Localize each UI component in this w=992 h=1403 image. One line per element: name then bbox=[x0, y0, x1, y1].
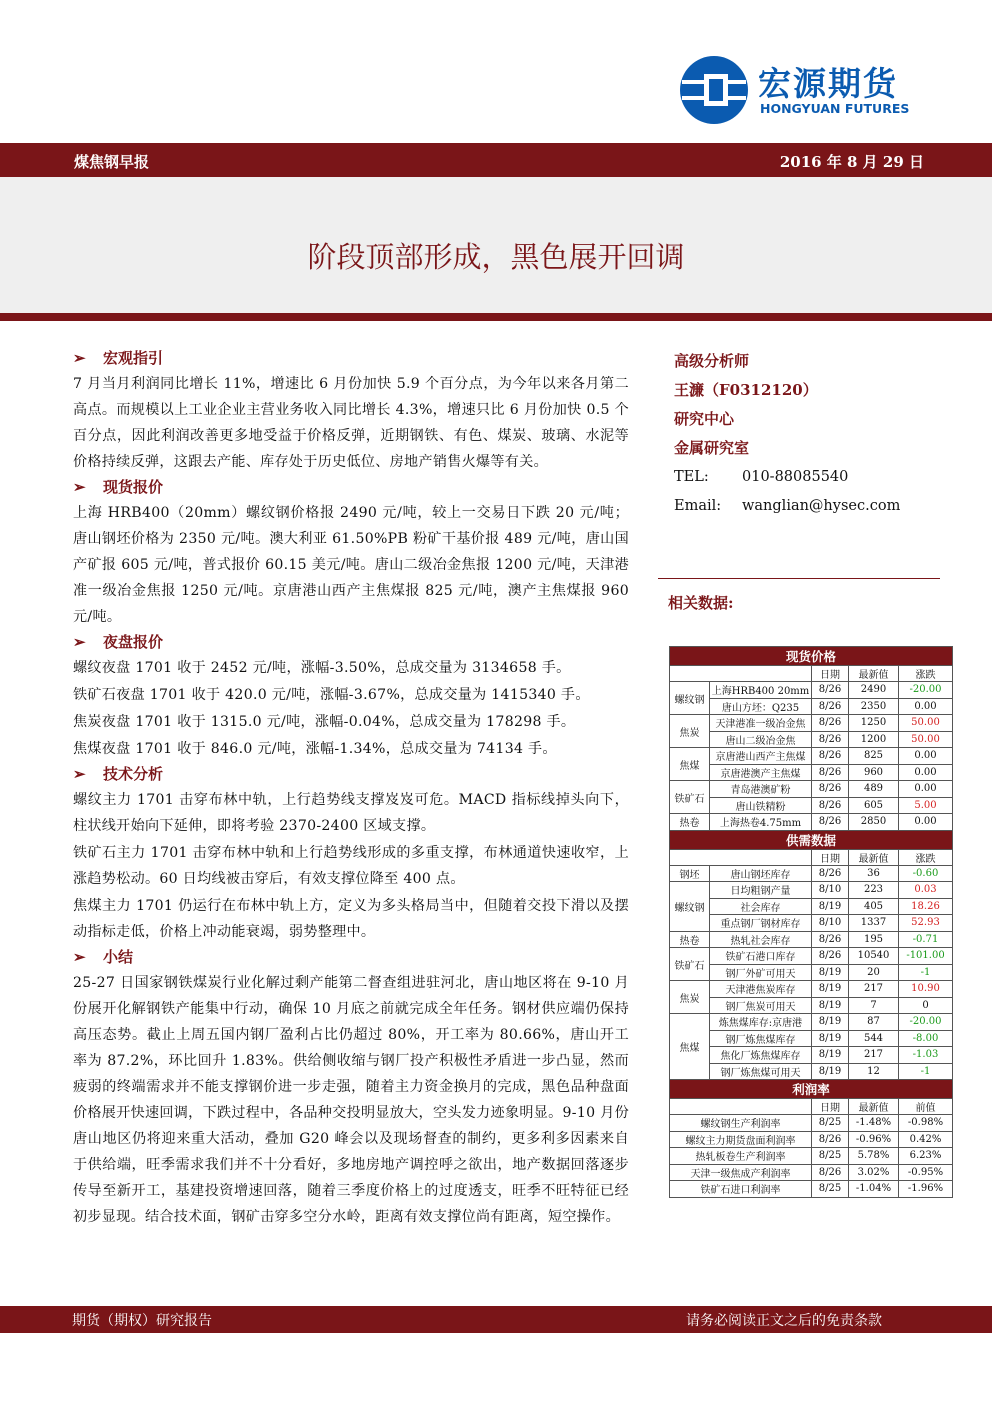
table-cell: 8/26 bbox=[812, 731, 849, 748]
table-section-header bbox=[670, 830, 953, 849]
table-cell: 8/26 bbox=[812, 931, 849, 948]
table-cell: 1250 bbox=[849, 715, 899, 732]
table-row bbox=[670, 1131, 953, 1148]
research-center: 研究中心 bbox=[674, 410, 735, 428]
arrow-bullet-icon: ➢ bbox=[73, 765, 86, 783]
table-row bbox=[670, 1047, 953, 1064]
section-paragraph: 上海 HRB400（20mm）螺纹钢价格报 2490 元/吨，较上一交易日下跌 20 元/吨；唐山钢坯价格为 2350 元/吨。澳大利亚 61.50%PB 粉矿干基价报 489 元/吨，唐山国产矿报 605 元/吨，普式报价 60.15 美元/吨。唐山二级冶金焦报 1200 元/吨，天津港准一级冶金焦报 1250 元/吨。京唐港山西产主焦煤报 825 元/吨，澳产主焦煤报 960 元/吨。 bbox=[73, 505, 629, 625]
table-cell: 焦炭 bbox=[670, 981, 710, 1014]
table-cell: 8/26 bbox=[812, 814, 849, 831]
table-column-header bbox=[670, 1099, 953, 1115]
table-cell: -1.48% bbox=[849, 1115, 899, 1132]
research-dept: 金属研究室 bbox=[674, 439, 750, 457]
table-cell: 唐山钢坯库存 bbox=[710, 865, 812, 882]
table-cell: -101.00 bbox=[899, 948, 953, 965]
section-paragraph: 25-27 日国家钢铁煤炭行业化解过剩产能第二督查组进驻河北，唐山地区将在 9-10 月份展开化解钢铁产能集中行动，确保 10 月底之前就完成全年任务。钢材供应端仍保持高压态势。截止上周五国内钢厂盈利占比仍超过 80%，开工率为 80.66%，唐山开工率为 87.2%，环比回升 1.83%。供给侧收缩与钢厂投产积极性矛盾进一步凸显，然而疲弱的终端需求并不能支撑钢价进一步走强，随着主力资金换月的完成，黑色品种盘面价格展开快速回调，下跌过程中，各品种交投明显放大，空头发力迹象明显。9-10 月份唐山地区仍将迎来重大活动，叠加 G20 峰会以及现场督查的制约，更多利多因素来自于供给端，旺季需求我们并不十分看好，多地房地产调控呼之欲出，地产数据回落逐步传导至新开工，基建投资增速回落，随着三季度价格上的过度透支，旺季不旺特征已经初步显现。结合技术面，钢矿击穿多空分水岭，距离有效支撑位尚有距离，短空操作。 bbox=[73, 975, 629, 1225]
email-value[interactable]: wanglian@hysec.com bbox=[742, 498, 901, 514]
table-column-header bbox=[670, 666, 953, 682]
table-row bbox=[670, 948, 953, 965]
table-cell: -1 bbox=[899, 964, 953, 981]
table-cell: 前值 bbox=[899, 1099, 953, 1115]
table-row bbox=[670, 915, 953, 932]
table-cell: 87 bbox=[849, 1014, 899, 1031]
table-cell: 钢厂焦炭可用天 bbox=[710, 997, 812, 1014]
table-cell: 8/10 bbox=[812, 882, 849, 899]
tel-row bbox=[674, 463, 954, 492]
table-cell: 热卷 bbox=[670, 931, 710, 948]
table-cell: 8/26 bbox=[812, 698, 849, 715]
table-cell: 8/19 bbox=[812, 964, 849, 981]
table-cell: 铁矿石 bbox=[670, 781, 710, 814]
section-heading bbox=[73, 763, 629, 787]
table-row bbox=[670, 797, 953, 814]
section-heading bbox=[73, 946, 629, 970]
table-cell: 8/26 bbox=[812, 948, 849, 965]
table-cell: 8/19 bbox=[812, 997, 849, 1014]
table-cell: 825 bbox=[849, 748, 899, 765]
table-row bbox=[670, 781, 953, 798]
section-paragraph: 焦煤夜盘 1701 收于 846.0 元/吨，涨幅-1.34%，总成交量为 74134 手。 bbox=[73, 741, 557, 757]
table-cell: 7 bbox=[849, 997, 899, 1014]
report-name: 煤焦钢早报 bbox=[74, 153, 150, 171]
table-cell: 50.00 bbox=[899, 715, 953, 732]
email-label: Email: bbox=[674, 498, 722, 514]
table-cell: 0.00 bbox=[899, 814, 953, 831]
table-cell: 8/26 bbox=[812, 1164, 849, 1181]
analyst-panel bbox=[674, 347, 954, 521]
table-row bbox=[670, 931, 953, 948]
table-cell: 铁矿石进口利润率 bbox=[670, 1181, 812, 1198]
table-cell: 热轧社会库存 bbox=[710, 931, 812, 948]
header-band bbox=[0, 143, 992, 177]
table-row bbox=[670, 731, 953, 748]
table-cell: 热卷 bbox=[670, 814, 710, 831]
table-cell: 0.00 bbox=[899, 698, 953, 715]
table-cell: 供需数据 bbox=[670, 830, 953, 849]
table-cell bbox=[670, 849, 812, 865]
section-heading-text: 技术分析 bbox=[103, 765, 164, 783]
table-cell: 最新值 bbox=[849, 666, 899, 682]
table-cell: 10540 bbox=[849, 948, 899, 965]
tel-value: 010-88085540 bbox=[742, 469, 849, 485]
table-cell: 20 bbox=[849, 964, 899, 981]
table-column-header bbox=[670, 849, 953, 865]
table-cell: 螺纹钢生产利润率 bbox=[670, 1115, 812, 1132]
table-cell: 2850 bbox=[849, 814, 899, 831]
footer-disclaimer: 请务必阅读正文之后的免责条款 bbox=[686, 1313, 882, 1329]
table-row bbox=[670, 748, 953, 765]
table-cell: 0.00 bbox=[899, 764, 953, 781]
table-cell: 8/26 bbox=[812, 748, 849, 765]
table-cell: 8/19 bbox=[812, 981, 849, 998]
table-cell: -0.60 bbox=[899, 865, 953, 882]
table-cell: 489 bbox=[849, 781, 899, 798]
table-row bbox=[670, 764, 953, 781]
related-data-label: 相关数据: bbox=[668, 594, 734, 612]
table-cell: 544 bbox=[849, 1030, 899, 1047]
report-date: 2016 年 8 月 29 日 bbox=[779, 153, 924, 171]
table-cell: 8/25 bbox=[812, 1181, 849, 1198]
table-row bbox=[670, 1115, 953, 1132]
table-cell: 上海热卷4.75mm bbox=[710, 814, 812, 831]
table-cell: 京唐港澳产主焦煤 bbox=[710, 764, 812, 781]
analyst-role: 高级分析师 bbox=[674, 352, 750, 370]
table-row bbox=[670, 698, 953, 715]
table-cell: 钢厂炼焦煤库存 bbox=[710, 1030, 812, 1047]
table-cell: -0.98% bbox=[899, 1115, 953, 1132]
table-cell: 焦煤 bbox=[670, 748, 710, 781]
footer-band bbox=[0, 1306, 992, 1333]
table-cell bbox=[670, 1099, 812, 1115]
title-rule bbox=[0, 313, 992, 321]
table-cell: 217 bbox=[849, 981, 899, 998]
section-paragraph: 铁矿石夜盘 1701 收于 420.0 元/吨，涨幅-3.67%，总成交量为 1415340 手。 bbox=[73, 687, 590, 703]
table-cell: 8/19 bbox=[812, 1030, 849, 1047]
table-row bbox=[670, 882, 953, 899]
table-cell: 52.93 bbox=[899, 915, 953, 932]
table-cell: -1 bbox=[899, 1063, 953, 1080]
company-logo bbox=[678, 54, 928, 128]
table-row bbox=[670, 1063, 953, 1080]
market-data-table bbox=[669, 646, 953, 1198]
section-heading-text: 小结 bbox=[103, 948, 134, 966]
table-cell: 重点钢厂钢材库存 bbox=[710, 915, 812, 932]
logo-english-name: HONGYUAN FUTURES bbox=[760, 101, 910, 116]
section-heading-text: 夜盘报价 bbox=[103, 633, 164, 651]
section-paragraph: 焦炭夜盘 1701 收于 1315.0 元/吨，涨幅-0.04%，总成交量为 178298 手。 bbox=[73, 714, 576, 730]
table-row bbox=[670, 1030, 953, 1047]
table-cell: 焦煤 bbox=[670, 1014, 710, 1080]
table-cell: 焦炭 bbox=[670, 715, 710, 748]
analyst-divider bbox=[658, 578, 940, 579]
table-cell: 405 bbox=[849, 898, 899, 915]
tel-label: TEL: bbox=[674, 469, 709, 485]
table-cell: 2350 bbox=[849, 698, 899, 715]
table-cell: 18.26 bbox=[899, 898, 953, 915]
table-cell: 螺纹主力期货盘面利润率 bbox=[670, 1131, 812, 1148]
table-cell: 天津一级焦成产利润率 bbox=[670, 1164, 812, 1181]
table-row bbox=[670, 898, 953, 915]
table-cell: 社会库存 bbox=[710, 898, 812, 915]
table-row bbox=[670, 715, 953, 732]
table-cell: 钢厂炼焦煤可用天 bbox=[710, 1063, 812, 1080]
table-cell: -20.00 bbox=[899, 682, 953, 699]
table-row bbox=[670, 814, 953, 831]
table-cell: 605 bbox=[849, 797, 899, 814]
table-cell: -0.96% bbox=[849, 1131, 899, 1148]
table-cell: 8/19 bbox=[812, 1047, 849, 1064]
table-cell bbox=[670, 666, 812, 682]
table-cell: 0.42% bbox=[899, 1131, 953, 1148]
table-cell: 960 bbox=[849, 764, 899, 781]
table-cell: 8/19 bbox=[812, 898, 849, 915]
table-cell: 5.78% bbox=[849, 1148, 899, 1165]
section-heading bbox=[73, 631, 629, 655]
table-cell: 热轧板卷生产利润率 bbox=[670, 1148, 812, 1165]
table-cell: 天津港准一级冶金焦 bbox=[710, 715, 812, 732]
table-cell: 8/19 bbox=[812, 1014, 849, 1031]
table-cell: 0.00 bbox=[899, 781, 953, 798]
section-heading bbox=[73, 347, 629, 371]
table-cell: 3.02% bbox=[849, 1164, 899, 1181]
section-paragraph: 铁矿石主力 1701 击穿布林中轨和上行趋势线形成的多重支撑，布林通道快速收窄，上涨趋势松动。60 日均线被击穿后，有效支撑位降至 400 点。 bbox=[73, 845, 629, 887]
arrow-bullet-icon: ➢ bbox=[73, 349, 86, 367]
table-row bbox=[670, 865, 953, 882]
section-paragraph: 焦煤主力 1701 仍运行在布林中轨上方，定义为多头格局当中，但随着交投下滑以及摆动指标走低，价格上冲动能衰竭，弱势整理中。 bbox=[73, 898, 629, 940]
table-cell: -20.00 bbox=[899, 1014, 953, 1031]
logo-chinese-name: 宏源期货 bbox=[758, 64, 898, 103]
table-cell: 唐山方坯：Q235 bbox=[710, 698, 812, 715]
table-cell: 8/26 bbox=[812, 1131, 849, 1148]
table-cell: -1.04% bbox=[849, 1181, 899, 1198]
table-cell: 唐山二级冶金焦 bbox=[710, 731, 812, 748]
table-cell: 日均粗钢产量 bbox=[710, 882, 812, 899]
table-row bbox=[670, 1181, 953, 1198]
table-cell: 8/10 bbox=[812, 915, 849, 932]
table-cell: 最新值 bbox=[849, 1099, 899, 1115]
section-heading-text: 现货报价 bbox=[103, 478, 164, 496]
table-cell: -0.71 bbox=[899, 931, 953, 948]
table-cell: 唐山铁精粉 bbox=[710, 797, 812, 814]
table-cell: 螺纹钢 bbox=[670, 682, 710, 715]
table-cell: 钢厂外矿可用天 bbox=[710, 964, 812, 981]
email-row bbox=[674, 492, 954, 521]
table-cell: 0.03 bbox=[899, 882, 953, 899]
table-row bbox=[670, 1148, 953, 1165]
section-paragraph: 7 月当月利润同比增长 11%，增速比 6 月份加快 5.9 个百分点，为今年以来各月第二高点。而规模以上工业企业主营业务收入同比增长 4.3%，增速只比 6 月份加快 0.5 个百分点，因此利润改善更多地受益于价格反弹，近期钢铁、有色、煤炭、玻璃、水泥等价格持续反弹，这跟去产能、库存处于历史低位、房地产销售火爆等有关。 bbox=[73, 376, 629, 470]
table-row bbox=[670, 981, 953, 998]
arrow-bullet-icon: ➢ bbox=[73, 478, 86, 496]
table-cell: 195 bbox=[849, 931, 899, 948]
table-cell: 青岛港澳矿粉 bbox=[710, 781, 812, 798]
table-cell: 1337 bbox=[849, 915, 899, 932]
table-cell: 0.00 bbox=[899, 748, 953, 765]
table-cell: -0.95% bbox=[899, 1164, 953, 1181]
table-cell: 8/25 bbox=[812, 1148, 849, 1165]
table-cell: 现货价格 bbox=[670, 647, 953, 666]
table-cell: 6.23% bbox=[899, 1148, 953, 1165]
table-cell: 8/26 bbox=[812, 764, 849, 781]
section-heading-text: 宏观指引 bbox=[103, 349, 164, 367]
main-text-column bbox=[73, 347, 629, 1231]
table-cell: 8/26 bbox=[812, 682, 849, 699]
section-paragraph: 螺纹主力 1701 击穿布林中轨，上行趋势线支撑岌岌可危。MACD 指标线掉头向下，柱状线开始向下延伸，即将考验 2370-2400 区域支撑。 bbox=[73, 792, 629, 834]
table-row bbox=[670, 964, 953, 981]
table-cell: 1200 bbox=[849, 731, 899, 748]
table-row bbox=[670, 1014, 953, 1031]
table-cell: 8/26 bbox=[812, 715, 849, 732]
footer-report-type: 期货（期权）研究报告 bbox=[72, 1313, 212, 1329]
table-cell: 0 bbox=[899, 997, 953, 1014]
table-cell: 8/25 bbox=[812, 1115, 849, 1132]
table-row bbox=[670, 997, 953, 1014]
table-cell: 涨跌 bbox=[899, 849, 953, 865]
table-cell: 50.00 bbox=[899, 731, 953, 748]
table-section-header bbox=[670, 647, 953, 666]
page-title: 阶段顶部形成，黑色展开回调 bbox=[307, 240, 685, 274]
table-cell: -8.00 bbox=[899, 1030, 953, 1047]
table-cell: 223 bbox=[849, 882, 899, 899]
arrow-bullet-icon: ➢ bbox=[73, 633, 86, 651]
table-cell: 利润率 bbox=[670, 1080, 953, 1099]
hongyuan-logo-icon bbox=[678, 54, 750, 126]
table-cell: 铁矿石 bbox=[670, 948, 710, 981]
table-cell: 12 bbox=[849, 1063, 899, 1080]
table-cell: 8/26 bbox=[812, 797, 849, 814]
arrow-bullet-icon: ➢ bbox=[73, 948, 86, 966]
table-cell: 炼焦煤库存:京唐港 bbox=[710, 1014, 812, 1031]
table-cell: 8/26 bbox=[812, 865, 849, 882]
table-cell: 10.90 bbox=[899, 981, 953, 998]
table-row bbox=[670, 682, 953, 699]
table-cell: 日期 bbox=[812, 666, 849, 682]
analyst-name: 王濂（F0312120） bbox=[674, 381, 818, 399]
table-cell: 2490 bbox=[849, 682, 899, 699]
table-cell: 天津港焦炭库存 bbox=[710, 981, 812, 998]
table-cell: 螺纹钢 bbox=[670, 882, 710, 932]
table-cell: 涨跌 bbox=[899, 666, 953, 682]
table-cell: 焦化厂炼焦煤库存 bbox=[710, 1047, 812, 1064]
table-cell: 日期 bbox=[812, 1099, 849, 1115]
table-cell: 8/19 bbox=[812, 1063, 849, 1080]
section-paragraph: 螺纹夜盘 1701 收于 2452 元/吨，涨幅-3.50%，总成交量为 3134658 手。 bbox=[73, 660, 571, 676]
table-cell: 日期 bbox=[812, 849, 849, 865]
table-cell: 36 bbox=[849, 865, 899, 882]
table-cell: 上海HRB400 20mm bbox=[710, 682, 812, 699]
table-section-header bbox=[670, 1080, 953, 1099]
section-heading bbox=[73, 476, 629, 500]
table-cell: -1.03 bbox=[899, 1047, 953, 1064]
table-cell: 京唐港山西产主焦煤 bbox=[710, 748, 812, 765]
table-row bbox=[670, 1164, 953, 1181]
table-cell: 8/26 bbox=[812, 781, 849, 798]
table-cell: 钢坯 bbox=[670, 865, 710, 882]
table-cell: 217 bbox=[849, 1047, 899, 1064]
table-cell: 5.00 bbox=[899, 797, 953, 814]
table-cell: 铁矿石港口库存 bbox=[710, 948, 812, 965]
table-cell: 最新值 bbox=[849, 849, 899, 865]
table-cell: -1.96% bbox=[899, 1181, 953, 1198]
